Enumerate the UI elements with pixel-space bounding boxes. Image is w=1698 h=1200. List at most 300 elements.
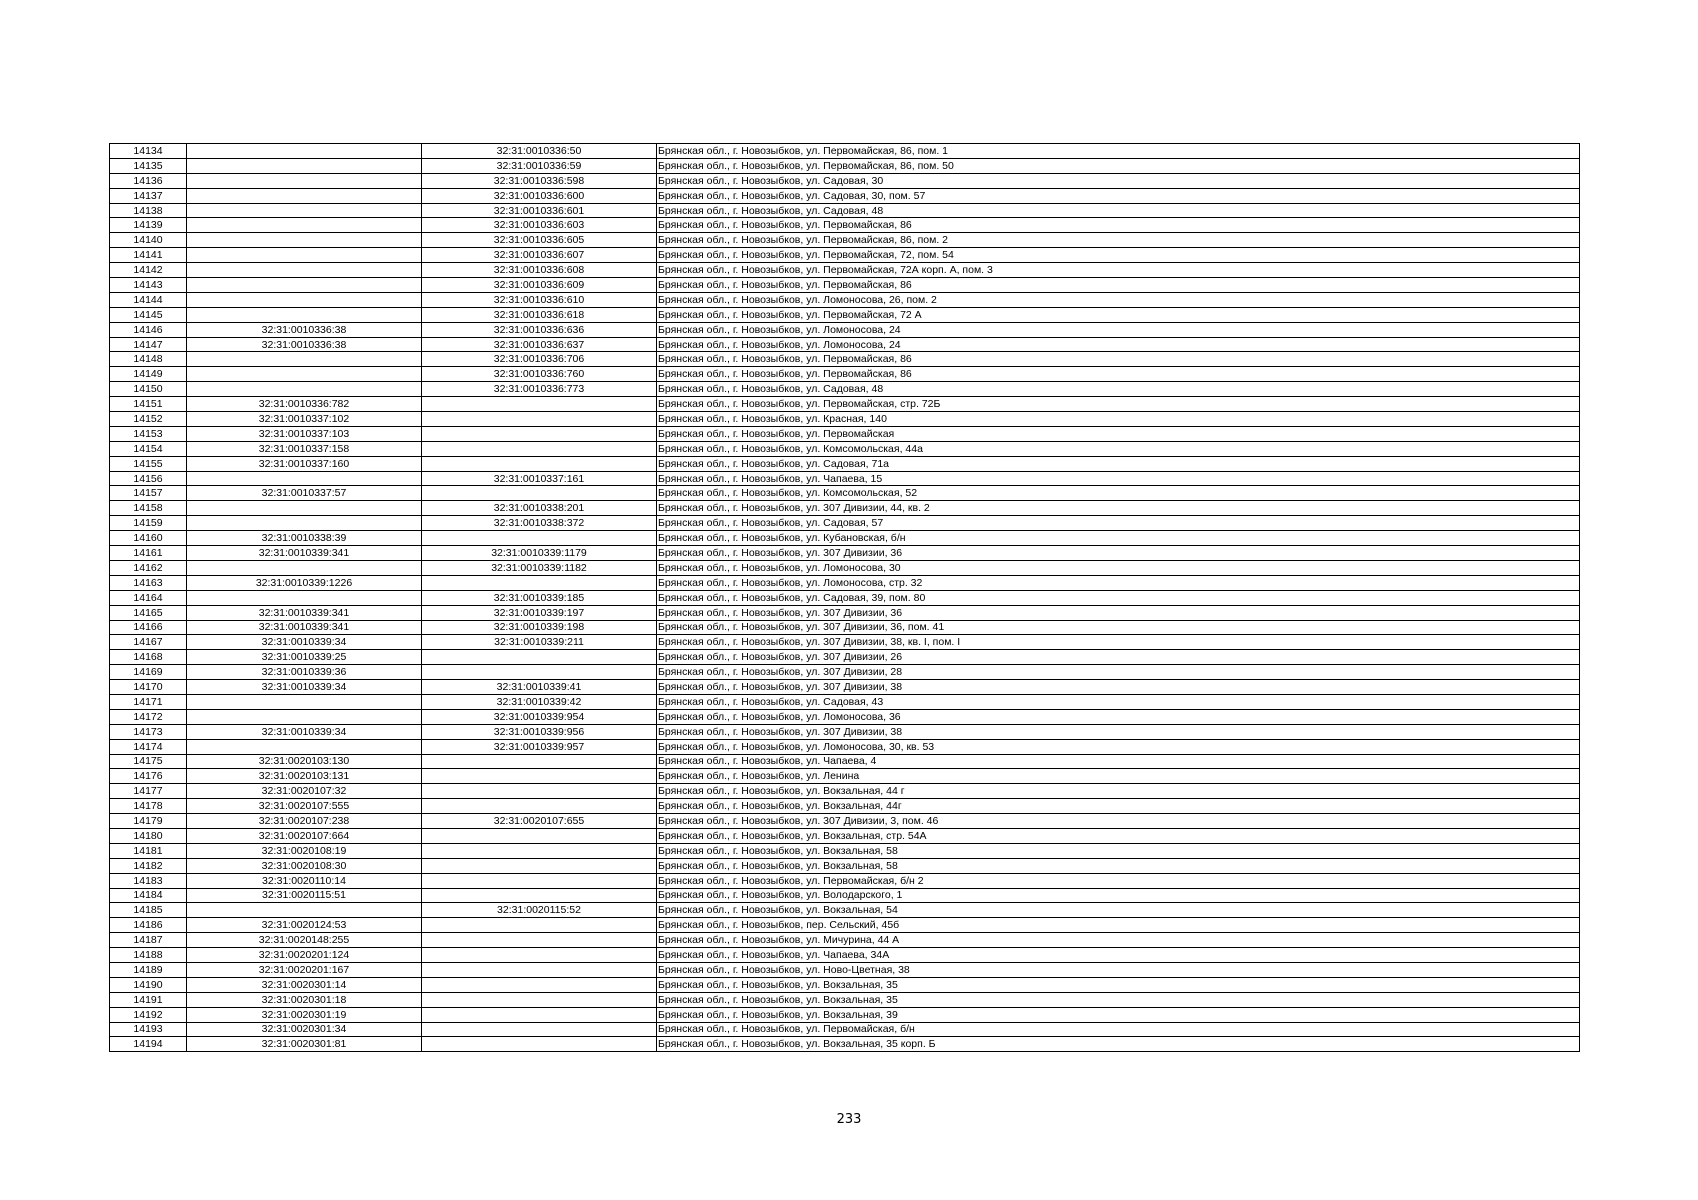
table-row (110, 828, 1580, 843)
cadastral-number-cell (187, 203, 422, 218)
address-cell: Брянская обл., г. Новозыбков, ул. Садовая, 30 (657, 173, 1580, 188)
address-cell: Брянская обл., г. Новозыбков, ул. Первомайская, 86 (657, 352, 1580, 367)
row-number-cell: 14140 (110, 233, 187, 248)
cadastral-number-cell (187, 560, 422, 575)
address-cell: Брянская обл., г. Новозыбков, ул. 307 Дивизии, 38 (657, 724, 1580, 739)
row-number-cell: 14146 (110, 322, 187, 337)
object-cadastral-number-cell (422, 754, 657, 769)
row-number-cell: 14142 (110, 263, 187, 278)
address-cell: Брянская обл., г. Новозыбков, ул. Чапаева, 4 (657, 754, 1580, 769)
object-cadastral-number-cell (422, 665, 657, 680)
table-row (110, 680, 1580, 695)
row-number-cell: 14136 (110, 173, 187, 188)
cadastral-number-cell: 32:31:0020110:14 (187, 873, 422, 888)
table-row (110, 546, 1580, 561)
object-cadastral-number-cell: 32:31:0010336:706 (422, 352, 657, 367)
row-number-cell: 14154 (110, 441, 187, 456)
cadastral-number-cell: 32:31:0010339:1226 (187, 575, 422, 590)
table-row (110, 173, 1580, 188)
table-row (110, 218, 1580, 233)
cadastral-number-cell (187, 278, 422, 293)
table-row (110, 292, 1580, 307)
cadastral-number-cell: 32:31:0010336:38 (187, 322, 422, 337)
row-number-cell: 14135 (110, 158, 187, 173)
row-number-cell: 14191 (110, 992, 187, 1007)
address-cell: Брянская обл., г. Новозыбков, ул. Первомайская, 86 (657, 218, 1580, 233)
address-cell: Брянская обл., г. Новозыбков, ул. Первомайская, б/н (657, 1022, 1580, 1037)
row-number-cell: 14175 (110, 754, 187, 769)
table-row (110, 307, 1580, 322)
row-number-cell: 14173 (110, 724, 187, 739)
cadastral-number-cell: 32:31:0010339:341 (187, 546, 422, 561)
cadastral-number-cell: 32:31:0020301:19 (187, 1007, 422, 1022)
cadastral-number-cell: 32:31:0010336:38 (187, 337, 422, 352)
cadastral-number-cell (187, 694, 422, 709)
table-row (110, 1007, 1580, 1022)
address-cell: Брянская обл., г. Новозыбков, ул. Ломоносова, 36 (657, 709, 1580, 724)
address-cell: Брянская обл., г. Новозыбков, ул. Первомайская, 86, пом. 1 (657, 144, 1580, 159)
row-number-cell: 14152 (110, 412, 187, 427)
row-number-cell: 14144 (110, 292, 187, 307)
cadastral-number-cell: 32:31:0010339:34 (187, 724, 422, 739)
table-row (110, 516, 1580, 531)
address-cell: Брянская обл., г. Новозыбков, ул. 307 Дивизии, 28 (657, 665, 1580, 680)
address-cell: Брянская обл., г. Новозыбков, ул. Садовая, 30, пом. 57 (657, 188, 1580, 203)
object-cadastral-number-cell: 32:31:0010336:637 (422, 337, 657, 352)
row-number-cell: 14170 (110, 680, 187, 695)
registry-table-body (110, 144, 1580, 1052)
object-cadastral-number-cell (422, 441, 657, 456)
object-cadastral-number-cell: 32:31:0020115:52 (422, 903, 657, 918)
row-number-cell: 14156 (110, 471, 187, 486)
object-cadastral-number-cell (422, 992, 657, 1007)
row-number-cell: 14151 (110, 397, 187, 412)
table-row (110, 486, 1580, 501)
row-number-cell: 14177 (110, 784, 187, 799)
table-row (110, 948, 1580, 963)
cadastral-number-cell (187, 501, 422, 516)
object-cadastral-number-cell: 32:31:0010339:197 (422, 605, 657, 620)
address-cell: Брянская обл., г. Новозыбков, ул. Вокзальная, 54 (657, 903, 1580, 918)
table-row (110, 590, 1580, 605)
cadastral-number-cell (187, 233, 422, 248)
cadastral-number-cell (187, 188, 422, 203)
table-row (110, 501, 1580, 516)
table-row (110, 144, 1580, 159)
address-cell: Брянская обл., г. Новозыбков, ул. Чапаева, 15 (657, 471, 1580, 486)
object-cadastral-number-cell: 32:31:0010336:607 (422, 248, 657, 263)
row-number-cell: 14160 (110, 531, 187, 546)
cadastral-number-cell (187, 144, 422, 159)
object-cadastral-number-cell: 32:31:0010336:636 (422, 322, 657, 337)
table-row (110, 248, 1580, 263)
cadastral-number-cell: 32:31:0020107:32 (187, 784, 422, 799)
address-cell: Брянская обл., г. Новозыбков, ул. Ломоносова, 24 (657, 322, 1580, 337)
row-number-cell: 14166 (110, 620, 187, 635)
address-cell: Брянская обл., г. Новозыбков, ул. Ломоносова, 30 (657, 560, 1580, 575)
cadastral-number-cell (187, 382, 422, 397)
row-number-cell: 14168 (110, 650, 187, 665)
cadastral-number-cell (187, 218, 422, 233)
address-cell: Брянская обл., г. Новозыбков, ул. Вокзальная, 58 (657, 858, 1580, 873)
object-cadastral-number-cell: 32:31:0010339:211 (422, 635, 657, 650)
address-cell: Брянская обл., г. Новозыбков, ул. Вокзальная, 44г (657, 799, 1580, 814)
table-row (110, 784, 1580, 799)
address-cell: Брянская обл., г. Новозыбков, ул. Вокзальная, стр. 54А (657, 828, 1580, 843)
object-cadastral-number-cell: 32:31:0010339:198 (422, 620, 657, 635)
cadastral-number-cell: 32:31:0010339:34 (187, 680, 422, 695)
table-row (110, 933, 1580, 948)
row-number-cell: 14181 (110, 843, 187, 858)
object-cadastral-number-cell: 32:31:0010339:954 (422, 709, 657, 724)
address-cell: Брянская обл., г. Новозыбков, ул. Ломоносова, 30, кв. 53 (657, 739, 1580, 754)
page-number: 233 (836, 1112, 862, 1127)
row-number-cell: 14153 (110, 426, 187, 441)
row-number-cell: 14137 (110, 188, 187, 203)
address-cell: Брянская обл., г. Новозыбков, ул. Первомайская, стр. 72Б (657, 397, 1580, 412)
row-number-cell: 14164 (110, 590, 187, 605)
object-cadastral-number-cell: 32:31:0010336:50 (422, 144, 657, 159)
cadastral-number-cell (187, 516, 422, 531)
row-number-cell: 14148 (110, 352, 187, 367)
object-cadastral-number-cell: 32:31:0010336:601 (422, 203, 657, 218)
object-cadastral-number-cell (422, 769, 657, 784)
address-cell: Брянская обл., г. Новозыбков, ул. 307 Дивизии, 36, пом. 41 (657, 620, 1580, 635)
address-cell: Брянская обл., г. Новозыбков, ул. Ленина (657, 769, 1580, 784)
table-row (110, 903, 1580, 918)
address-cell: Брянская обл., г. Новозыбков, ул. Вокзальная, 35 (657, 977, 1580, 992)
address-cell: Брянская обл., г. Новозыбков, ул. Первомайская, 86, пом. 2 (657, 233, 1580, 248)
row-number-cell: 14134 (110, 144, 187, 159)
table-row (110, 992, 1580, 1007)
cadastral-number-cell: 32:31:0020107:664 (187, 828, 422, 843)
table-row (110, 397, 1580, 412)
object-cadastral-number-cell: 32:31:0010339:957 (422, 739, 657, 754)
cadastral-number-cell: 32:31:0020103:131 (187, 769, 422, 784)
row-number-cell: 14193 (110, 1022, 187, 1037)
table-row (110, 560, 1580, 575)
address-cell: Брянская обл., г. Новозыбков, ул. Комсомольская, 52 (657, 486, 1580, 501)
cadastral-number-cell: 32:31:0020301:14 (187, 977, 422, 992)
row-number-cell: 14141 (110, 248, 187, 263)
address-cell: Брянская обл., г. Новозыбков, ул. Первомайская, 72 А (657, 307, 1580, 322)
row-number-cell: 14163 (110, 575, 187, 590)
object-cadastral-number-cell: 32:31:0010336:59 (422, 158, 657, 173)
object-cadastral-number-cell: 32:31:0020107:655 (422, 814, 657, 829)
object-cadastral-number-cell: 32:31:0010339:41 (422, 680, 657, 695)
object-cadastral-number-cell: 32:31:0010336:760 (422, 367, 657, 382)
address-cell: Брянская обл., г. Новозыбков, ул. 307 Дивизии, 3, пом. 46 (657, 814, 1580, 829)
row-number-cell: 14180 (110, 828, 187, 843)
object-cadastral-number-cell (422, 397, 657, 412)
object-cadastral-number-cell (422, 888, 657, 903)
object-cadastral-number-cell (422, 1022, 657, 1037)
cadastral-number-cell: 32:31:0010337:158 (187, 441, 422, 456)
table-row (110, 322, 1580, 337)
address-cell: Брянская обл., г. Новозыбков, ул. Вокзальная, 44 г (657, 784, 1580, 799)
row-number-cell: 14184 (110, 888, 187, 903)
cadastral-number-cell: 32:31:0020301:18 (187, 992, 422, 1007)
table-row (110, 620, 1580, 635)
cadastral-number-cell: 32:31:0020107:238 (187, 814, 422, 829)
address-cell: Брянская обл., г. Новозыбков, ул. Володарского, 1 (657, 888, 1580, 903)
cadastral-number-cell (187, 307, 422, 322)
cadastral-number-cell: 32:31:0020301:34 (187, 1022, 422, 1037)
object-cadastral-number-cell (422, 918, 657, 933)
address-cell: Брянская обл., г. Новозыбков, ул. Садовая, 48 (657, 203, 1580, 218)
row-number-cell: 14159 (110, 516, 187, 531)
cadastral-number-cell (187, 590, 422, 605)
table-row (110, 278, 1580, 293)
object-cadastral-number-cell: 32:31:0010338:201 (422, 501, 657, 516)
table-row (110, 531, 1580, 546)
object-cadastral-number-cell: 32:31:0010338:372 (422, 516, 657, 531)
object-cadastral-number-cell: 32:31:0010339:1182 (422, 560, 657, 575)
row-number-cell: 14192 (110, 1007, 187, 1022)
cadastral-number-cell: 32:31:0010339:36 (187, 665, 422, 680)
table-row (110, 814, 1580, 829)
table-row (110, 426, 1580, 441)
row-number-cell: 14194 (110, 1037, 187, 1052)
cadastral-number-cell: 32:31:0010337:57 (187, 486, 422, 501)
cadastral-number-cell: 32:31:0020124:53 (187, 918, 422, 933)
table-row (110, 754, 1580, 769)
table-row (110, 858, 1580, 873)
address-cell: Брянская обл., г. Новозыбков, ул. Ломоносова, 26, пом. 2 (657, 292, 1580, 307)
table-row (110, 665, 1580, 680)
table-row (110, 709, 1580, 724)
address-cell: Брянская обл., г. Новозыбков, ул. Садовая, 43 (657, 694, 1580, 709)
address-cell: Брянская обл., г. Новозыбков, ул. Первомайская, 86 (657, 278, 1580, 293)
object-cadastral-number-cell: 32:31:0010339:1179 (422, 546, 657, 561)
table-row (110, 203, 1580, 218)
cadastral-number-cell: 32:31:0010339:341 (187, 605, 422, 620)
row-number-cell: 14145 (110, 307, 187, 322)
cadastral-number-cell: 32:31:0020201:124 (187, 948, 422, 963)
row-number-cell: 14187 (110, 933, 187, 948)
cadastral-number-cell: 32:31:0010339:25 (187, 650, 422, 665)
address-cell: Брянская обл., г. Новозыбков, ул. Комсомольская, 44а (657, 441, 1580, 456)
object-cadastral-number-cell: 32:31:0010336:605 (422, 233, 657, 248)
address-cell: Брянская обл., г. Новозыбков, ул. Ломоносова, 24 (657, 337, 1580, 352)
address-cell: Брянская обл., г. Новозыбков, ул. Первомайская, 72, пом. 54 (657, 248, 1580, 263)
address-cell: Брянская обл., г. Новозыбков, ул. Чапаева, 34А (657, 948, 1580, 963)
object-cadastral-number-cell (422, 1007, 657, 1022)
row-number-cell: 14138 (110, 203, 187, 218)
row-number-cell: 14157 (110, 486, 187, 501)
address-cell: Брянская обл., г. Новозыбков, ул. Садовая, 71а (657, 456, 1580, 471)
cadastral-number-cell (187, 367, 422, 382)
object-cadastral-number-cell (422, 531, 657, 546)
table-row (110, 337, 1580, 352)
object-cadastral-number-cell (422, 799, 657, 814)
object-cadastral-number-cell (422, 784, 657, 799)
table-row (110, 1022, 1580, 1037)
cadastral-number-cell (187, 903, 422, 918)
object-cadastral-number-cell (422, 426, 657, 441)
object-cadastral-number-cell (422, 412, 657, 427)
table-row (110, 412, 1580, 427)
cadastral-number-cell (187, 263, 422, 278)
table-row (110, 799, 1580, 814)
row-number-cell: 14171 (110, 694, 187, 709)
row-number-cell: 14162 (110, 560, 187, 575)
table-row (110, 918, 1580, 933)
object-cadastral-number-cell (422, 456, 657, 471)
cadastral-number-cell (187, 471, 422, 486)
cadastral-number-cell: 32:31:0020108:19 (187, 843, 422, 858)
table-row (110, 471, 1580, 486)
table-row (110, 769, 1580, 784)
address-cell: Брянская обл., г. Новозыбков, ул. Ломоносова, стр. 32 (657, 575, 1580, 590)
address-cell: Брянская обл., г. Новозыбков, ул. Вокзальная, 35 (657, 992, 1580, 1007)
object-cadastral-number-cell: 32:31:0010336:608 (422, 263, 657, 278)
table-row (110, 873, 1580, 888)
table-row (110, 977, 1580, 992)
row-number-cell: 14161 (110, 546, 187, 561)
cadastral-number-cell: 32:31:0010339:34 (187, 635, 422, 650)
registry-table (109, 143, 1580, 1052)
table-row (110, 575, 1580, 590)
object-cadastral-number-cell: 32:31:0010336:773 (422, 382, 657, 397)
cadastral-number-cell: 32:31:0020301:81 (187, 1037, 422, 1052)
table-row (110, 650, 1580, 665)
row-number-cell: 14139 (110, 218, 187, 233)
cadastral-number-cell (187, 248, 422, 263)
table-row (110, 1037, 1580, 1052)
cadastral-number-cell: 32:31:0020108:30 (187, 858, 422, 873)
object-cadastral-number-cell: 32:31:0010336:598 (422, 173, 657, 188)
address-cell: Брянская обл., г. Новозыбков, ул. Вокзальная, 58 (657, 843, 1580, 858)
row-number-cell: 14183 (110, 873, 187, 888)
table-row (110, 382, 1580, 397)
address-cell: Брянская обл., г. Новозыбков, ул. Первомайская, б/н 2 (657, 873, 1580, 888)
table-row (110, 441, 1580, 456)
cadastral-number-cell: 32:31:0010337:102 (187, 412, 422, 427)
table-row (110, 188, 1580, 203)
address-cell: Брянская обл., г. Новозыбков, ул. Садовая, 57 (657, 516, 1580, 531)
object-cadastral-number-cell: 32:31:0010336:618 (422, 307, 657, 322)
address-cell: Брянская обл., г. Новозыбков, ул. Первомайская, 86 (657, 367, 1580, 382)
table-row (110, 263, 1580, 278)
cadastral-number-cell (187, 352, 422, 367)
object-cadastral-number-cell: 32:31:0010339:42 (422, 694, 657, 709)
cadastral-number-cell (187, 709, 422, 724)
table-row (110, 635, 1580, 650)
row-number-cell: 14155 (110, 456, 187, 471)
object-cadastral-number-cell: 32:31:0010339:185 (422, 590, 657, 605)
row-number-cell: 14190 (110, 977, 187, 992)
cadastral-number-cell (187, 739, 422, 754)
object-cadastral-number-cell (422, 650, 657, 665)
address-cell: Брянская обл., г. Новозыбков, ул. 307 Дивизии, 38, кв. I, пом. I (657, 635, 1580, 650)
row-number-cell: 14186 (110, 918, 187, 933)
row-number-cell: 14165 (110, 605, 187, 620)
address-cell: Брянская обл., г. Новозыбков, ул. Первомайская, 86, пом. 50 (657, 158, 1580, 173)
object-cadastral-number-cell (422, 933, 657, 948)
row-number-cell: 14158 (110, 501, 187, 516)
address-cell: Брянская обл., г. Новозыбков, ул. 307 Дивизии, 36 (657, 605, 1580, 620)
address-cell: Брянская обл., г. Новозыбков, пер. Сельский, 45б (657, 918, 1580, 933)
table-row (110, 888, 1580, 903)
object-cadastral-number-cell (422, 962, 657, 977)
address-cell: Брянская обл., г. Новозыбков, ул. Садовая, 48 (657, 382, 1580, 397)
cadastral-number-cell: 32:31:0010336:782 (187, 397, 422, 412)
object-cadastral-number-cell (422, 486, 657, 501)
object-cadastral-number-cell (422, 575, 657, 590)
table-row (110, 739, 1580, 754)
table-row (110, 843, 1580, 858)
row-number-cell: 14178 (110, 799, 187, 814)
cadastral-number-cell (187, 292, 422, 307)
cadastral-number-cell: 32:31:0010338:39 (187, 531, 422, 546)
row-number-cell: 14150 (110, 382, 187, 397)
address-cell: Брянская обл., г. Новозыбков, ул. Красная, 140 (657, 412, 1580, 427)
table-row (110, 605, 1580, 620)
cadastral-number-cell: 32:31:0020201:167 (187, 962, 422, 977)
object-cadastral-number-cell: 32:31:0010336:609 (422, 278, 657, 293)
cadastral-number-cell (187, 173, 422, 188)
row-number-cell: 14167 (110, 635, 187, 650)
cadastral-number-cell: 32:31:0010337:160 (187, 456, 422, 471)
cadastral-number-cell: 32:31:0020107:555 (187, 799, 422, 814)
row-number-cell: 14182 (110, 858, 187, 873)
object-cadastral-number-cell: 32:31:0010336:610 (422, 292, 657, 307)
object-cadastral-number-cell: 32:31:0010336:603 (422, 218, 657, 233)
object-cadastral-number-cell (422, 843, 657, 858)
table-row (110, 694, 1580, 709)
object-cadastral-number-cell (422, 858, 657, 873)
row-number-cell: 14172 (110, 709, 187, 724)
address-cell: Брянская обл., г. Новозыбков, ул. 307 Дивизии, 36 (657, 546, 1580, 561)
object-cadastral-number-cell: 32:31:0010336:600 (422, 188, 657, 203)
cadastral-number-cell: 32:31:0010337:103 (187, 426, 422, 441)
address-cell: Брянская обл., г. Новозыбков, ул. Первомайская, 72А корп. А, пом. 3 (657, 263, 1580, 278)
address-cell: Брянская обл., г. Новозыбков, ул. 307 Дивизии, 26 (657, 650, 1580, 665)
address-cell: Брянская обл., г. Новозыбков, ул. 307 Дивизии, 44, кв. 2 (657, 501, 1580, 516)
row-number-cell: 14188 (110, 948, 187, 963)
table-row (110, 352, 1580, 367)
table-row (110, 158, 1580, 173)
row-number-cell: 14174 (110, 739, 187, 754)
cadastral-number-cell: 32:31:0020148:255 (187, 933, 422, 948)
table-row (110, 233, 1580, 248)
row-number-cell: 14179 (110, 814, 187, 829)
row-number-cell: 14149 (110, 367, 187, 382)
address-cell: Брянская обл., г. Новозыбков, ул. Мичурина, 44 А (657, 933, 1580, 948)
row-number-cell: 14176 (110, 769, 187, 784)
table-row (110, 367, 1580, 382)
cadastral-number-cell: 32:31:0020115:51 (187, 888, 422, 903)
address-cell: Брянская обл., г. Новозыбков, ул. Ново-Цветная, 38 (657, 962, 1580, 977)
row-number-cell: 14143 (110, 278, 187, 293)
object-cadastral-number-cell (422, 873, 657, 888)
address-cell: Брянская обл., г. Новозыбков, ул. Кубановская, б/н (657, 531, 1580, 546)
address-cell: Брянская обл., г. Новозыбков, ул. Садовая, 39, пом. 80 (657, 590, 1580, 605)
cadastral-number-cell: 32:31:0020103:130 (187, 754, 422, 769)
row-number-cell: 14189 (110, 962, 187, 977)
object-cadastral-number-cell (422, 977, 657, 992)
table-row (110, 724, 1580, 739)
row-number-cell: 14169 (110, 665, 187, 680)
table-row (110, 962, 1580, 977)
row-number-cell: 14147 (110, 337, 187, 352)
object-cadastral-number-cell: 32:31:0010339:956 (422, 724, 657, 739)
object-cadastral-number-cell (422, 828, 657, 843)
table-row (110, 456, 1580, 471)
address-cell: Брянская обл., г. Новозыбков, ул. Вокзальная, 39 (657, 1007, 1580, 1022)
row-number-cell: 14185 (110, 903, 187, 918)
